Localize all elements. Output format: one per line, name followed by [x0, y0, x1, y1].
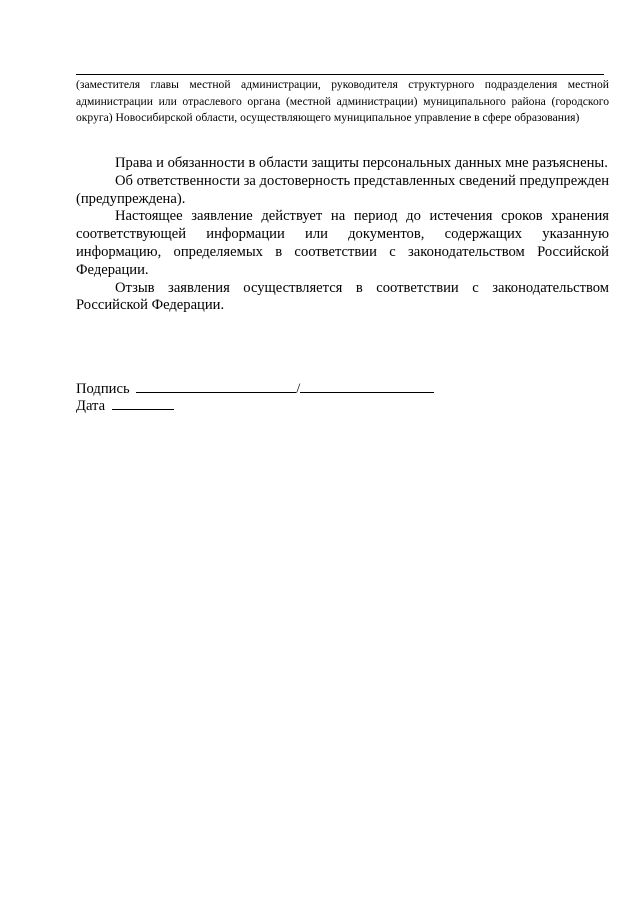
statement-body	[76, 155, 609, 315]
paragraph-validity: Настоящее заявление действует на период до истечения сроков хранения соответствующей информации или документов, содержащих указанную информацию, определяемых в соответствии с законодательством Российской Федерации.	[76, 208, 609, 278]
signature-blank	[136, 380, 296, 393]
signature-separator: /	[296, 381, 301, 397]
official-caption: (заместителя главы местной администрации, руководителя структурного подразделения местной администрации или отраслевого органа (местной администрации) муниципального района (городского округа) Новосибирской области, осуществляющего муниципальное управление в сфере образования)	[76, 78, 609, 125]
date-row	[76, 397, 174, 415]
paragraph-responsibility: Об ответственности за достоверность представленных сведений предупрежден (предупреждена).	[76, 172, 610, 207]
date-blank	[112, 397, 174, 410]
signature-label: Подпись	[76, 381, 130, 397]
date-label: Дата	[76, 398, 106, 414]
signature-row	[76, 380, 434, 398]
name-fill-line	[76, 74, 604, 75]
signature-name-blank	[300, 380, 434, 393]
paragraph-rights: Права и обязанности в области защиты персональных данных мне разъяснены.	[115, 155, 608, 171]
paragraph-revocation: Отзыв заявления осуществляется в соответствии с законодательством Российской Федерации.	[76, 279, 609, 314]
